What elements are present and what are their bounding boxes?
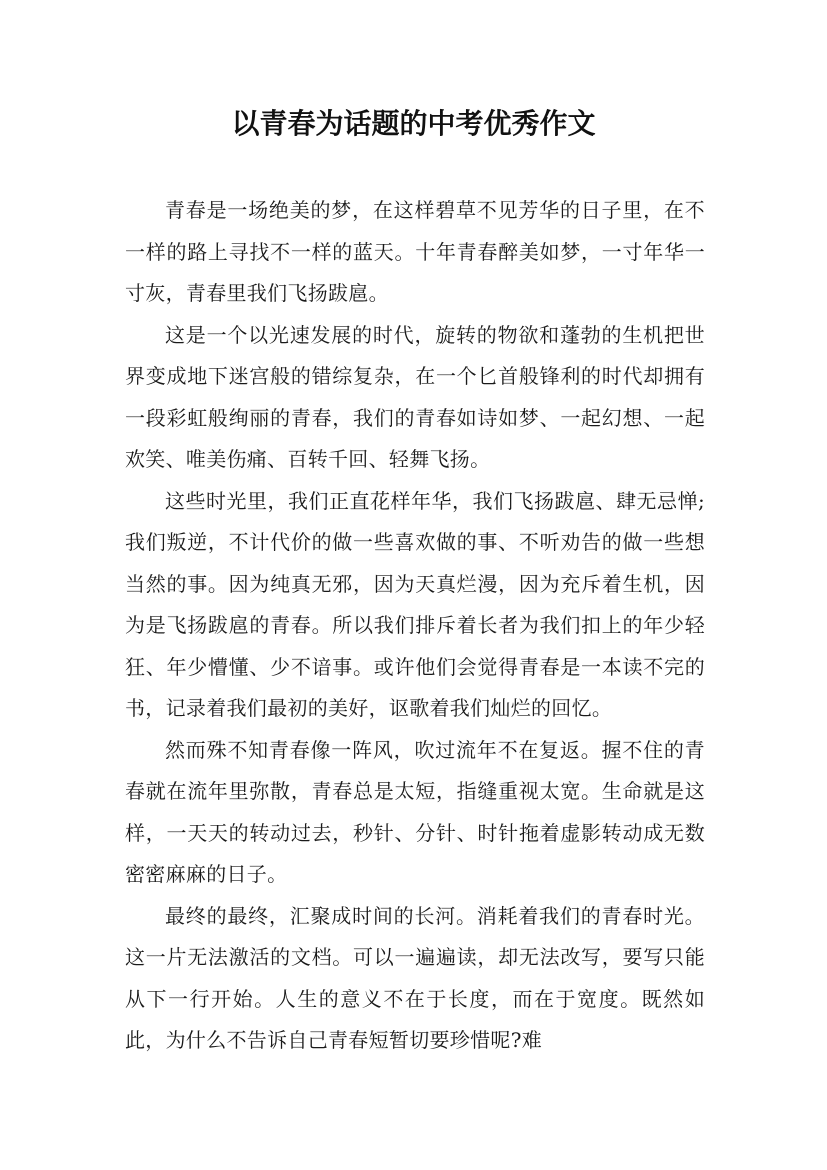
- paragraph: 然而殊不知青春像一阵风，吹过流年不在复返。握不住的青春就在流年里弥散，青春总是太短，指缝重视太宽。生命就是这样，一天天的转动过去，秒针、分针、时针拖着虚影转动成无数密密麻麻的日子。: [125, 737, 705, 886]
- paragraph: 这些时光里，我们正直花样年华，我们飞扬跋扈、肆无忌惮;我们叛逆，不计代价的做一些喜欢做的事、不听劝告的做一些想当然的事。因为纯真无邪，因为天真烂漫，因为充斥着生机，因为是飞扬跋扈的青春。所以我们排斥着长者为我们扣上的年少轻狂、年少懵懂、少不谙事。或许他们会觉得青春是一本读不完的书，记录着我们最初的美好，讴歌着我们灿烂的回忆。: [125, 488, 705, 720]
- document-title: 以青春为话题的中考优秀作文: [231, 107, 596, 140]
- paragraph: 青春是一场绝美的梦，在这样碧草不见芳华的日子里，在不一样的路上寻找不一样的蓝天。十年青春醉美如梦，一寸年华一寸灰，青春里我们飞扬跋扈。: [125, 198, 705, 305]
- paragraph: 这是一个以光速发展的时代，旋转的物欲和蓬勃的生机把世界变成地下迷宫般的错综复杂，在一个匕首般锋利的时代却拥有一段彩虹般绚丽的青春，我们的青春如诗如梦、一起幻想、一起欢笑、唯美伤痛、百转千回、轻舞飞扬。: [125, 322, 705, 471]
- paragraph: 最终的最终，汇聚成时间的长河。消耗着我们的青春时光。这一片无法激活的文档。可以一遍遍读，却无法改写，要写只能从下一行开始。人生的意义不在于长度，而在于宽度。既然如此，为什么不告诉自己青春短暂切要珍惜呢?难: [125, 903, 705, 1052]
- document-body: [125, 190, 705, 1062]
